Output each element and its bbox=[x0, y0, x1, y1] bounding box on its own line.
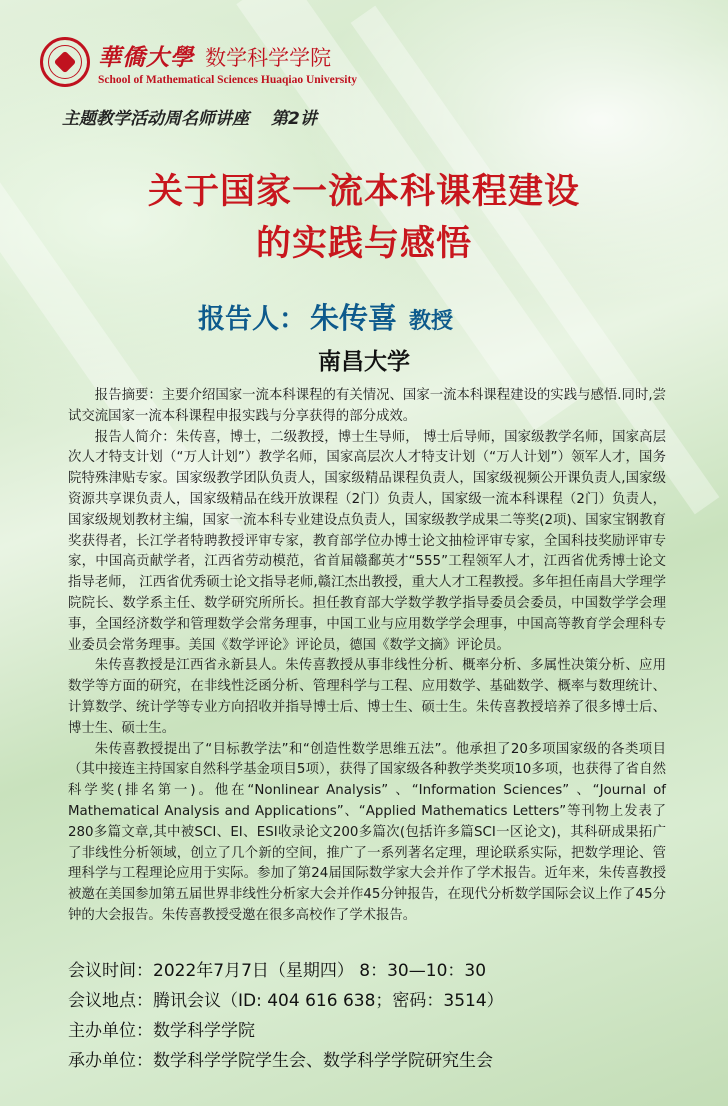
host-value: 数学科学学院 bbox=[153, 1021, 255, 1041]
lecture-description bbox=[68, 386, 666, 927]
lecture-series bbox=[62, 104, 317, 129]
speaker-rank: 教授 bbox=[409, 309, 454, 334]
university-name-block bbox=[98, 39, 357, 86]
speaker-label: 报告人： bbox=[198, 304, 306, 335]
host-label: 主办单位： bbox=[68, 1021, 153, 1041]
host-row bbox=[68, 1016, 504, 1046]
speaker-name: 朱传喜 bbox=[310, 301, 398, 335]
meeting-place-row bbox=[68, 986, 504, 1016]
university-seal-logo bbox=[40, 37, 90, 87]
organizer-value: 数学科学学院学生会、数学科学学院研究生会 bbox=[153, 1051, 493, 1071]
series-episode: 第2讲 bbox=[271, 109, 317, 129]
header bbox=[40, 36, 357, 88]
school-name-english: School of Mathematical Sciences Huaqiao University bbox=[98, 73, 358, 86]
meeting-info bbox=[68, 956, 504, 1076]
bio-paragraph: 报告人简介：朱传喜，博士，二级教授，博士生导师， 博士后导师，国家级教学名师，国家高层次人才特支计划（“万人计划”）教学名师，国家高层次人才特支计划（“万人计划”）领军人才，国务院特殊津贴专家。国家级教学团队负责人，国家级精品课程负责人，国家级视频公开课负责人,国家级资源共享课负责人，国家级精品在线开放课程（2门）负责人，国家级一流本科课程（2门）负责人，国家级规划教材主编，国家一流本科专业建设点负责人，国家级教学成果二等奖(2项)、国家宝钢教育奖获得者，长江学者特聘教授评审专家，教育部学位办博士论文抽检评审专家，全国科技奖励评审专家，中国高贡献学者，江西省劳动模范，省首届赣鄱英才“555”工程领军人才，江西省优秀博士论文指导老师， 江西省优秀硕士论文指导老师,赣江杰出教授，重大人才工程教授。多年担任南昌大学理学院院长、数学系主任、数学研究所所长。担任教育部大学数学教学指导委员会委员，中国数学学会理事，全国经济数学和管理数学会常务理事，中国工业与应用数学学会理事，中国高等教育学会理科专业委员会常务理事。美国《数学评论》评论员，德国《数学文摘》评论员。 bbox=[68, 429, 666, 653]
meeting-time-value: 2022年7月7日（星期四） 8：30—10：30 bbox=[153, 961, 487, 981]
abstract-paragraph: 报告摘要：主要介绍国家一流本科课程的有关情况、国家一流本科课程建设的实践与感悟.同时,尝试交流国家一流本科课程申报实践与分享获得的部分成效。 bbox=[68, 388, 666, 424]
lecture-title-line1: 关于国家一流本科课程建设 bbox=[147, 172, 580, 212]
seal-emblem bbox=[54, 51, 77, 74]
meeting-time-row bbox=[68, 956, 504, 986]
research-paragraph: 朱传喜教授是江西省永新县人。朱传喜教授从事非线性分析、概率分析、多属性决策分析、应用数学等方面的研究，在非线性泛函分析、管理科学与工程、应用数学、基础数学、概率与数理统计、计算数学、统计学等专业方向招收并指导博士后、博士生、硕士生。朱传喜教授培养了很多博士后、博士生、硕士生。 bbox=[68, 658, 666, 736]
lecture-title-line2: 的实践与感悟 bbox=[255, 224, 472, 264]
meeting-place-value: 腾讯会议（ID: 404 616 638；密码：3514） bbox=[153, 991, 504, 1011]
series-name: 主题教学活动周名师讲座 bbox=[62, 109, 249, 129]
speaker-line bbox=[198, 296, 453, 337]
university-name: 華僑大學 bbox=[98, 43, 194, 71]
achievements-paragraph: 朱传喜教授提出了“目标教学法”和“创造性数学思维五法”。他承担了20多项国家级的各类项目（其中接连主持国家自然科学基金项目5项），获得了国家级各种教学类奖项10多项，也获得了省自然科学奖(排名第一)。他在“Nonlinear Analysis” 、“Information Sciences” 、“Journal of Mathematical Analysis and Applications”、“Applied Mathematics Letters”等刊物上发表了280多篇文章,其中被SCI、EI、ESI收录论文200多篇次(包括许多篇SCI一区论文)，其科研成果拓广了非线性分析领域，创立了几个新的空间，推广了一系列著名定理，理论联系实际，把数学理论、管理科学与工程理论应用于实际。参加了第24届国际数学家大会并作了学术报告。近年来，朱传喜教授被邀在美国参加第五届世界非线性分析家大会并作45分钟报告，在现代分析数学国际会议上作了45分钟的大会报告。朱传喜教授受邀在很多高校作了学术报告。 bbox=[68, 741, 666, 923]
organizer-label: 承办单位： bbox=[68, 1051, 153, 1071]
school-name: 数学科学学院 bbox=[205, 45, 332, 70]
speaker-affiliation: 南昌大学 bbox=[318, 349, 410, 375]
meeting-place-label: 会议地点： bbox=[68, 991, 153, 1011]
meeting-time-label: 会议时间： bbox=[68, 961, 153, 981]
organizer-row bbox=[68, 1046, 504, 1076]
